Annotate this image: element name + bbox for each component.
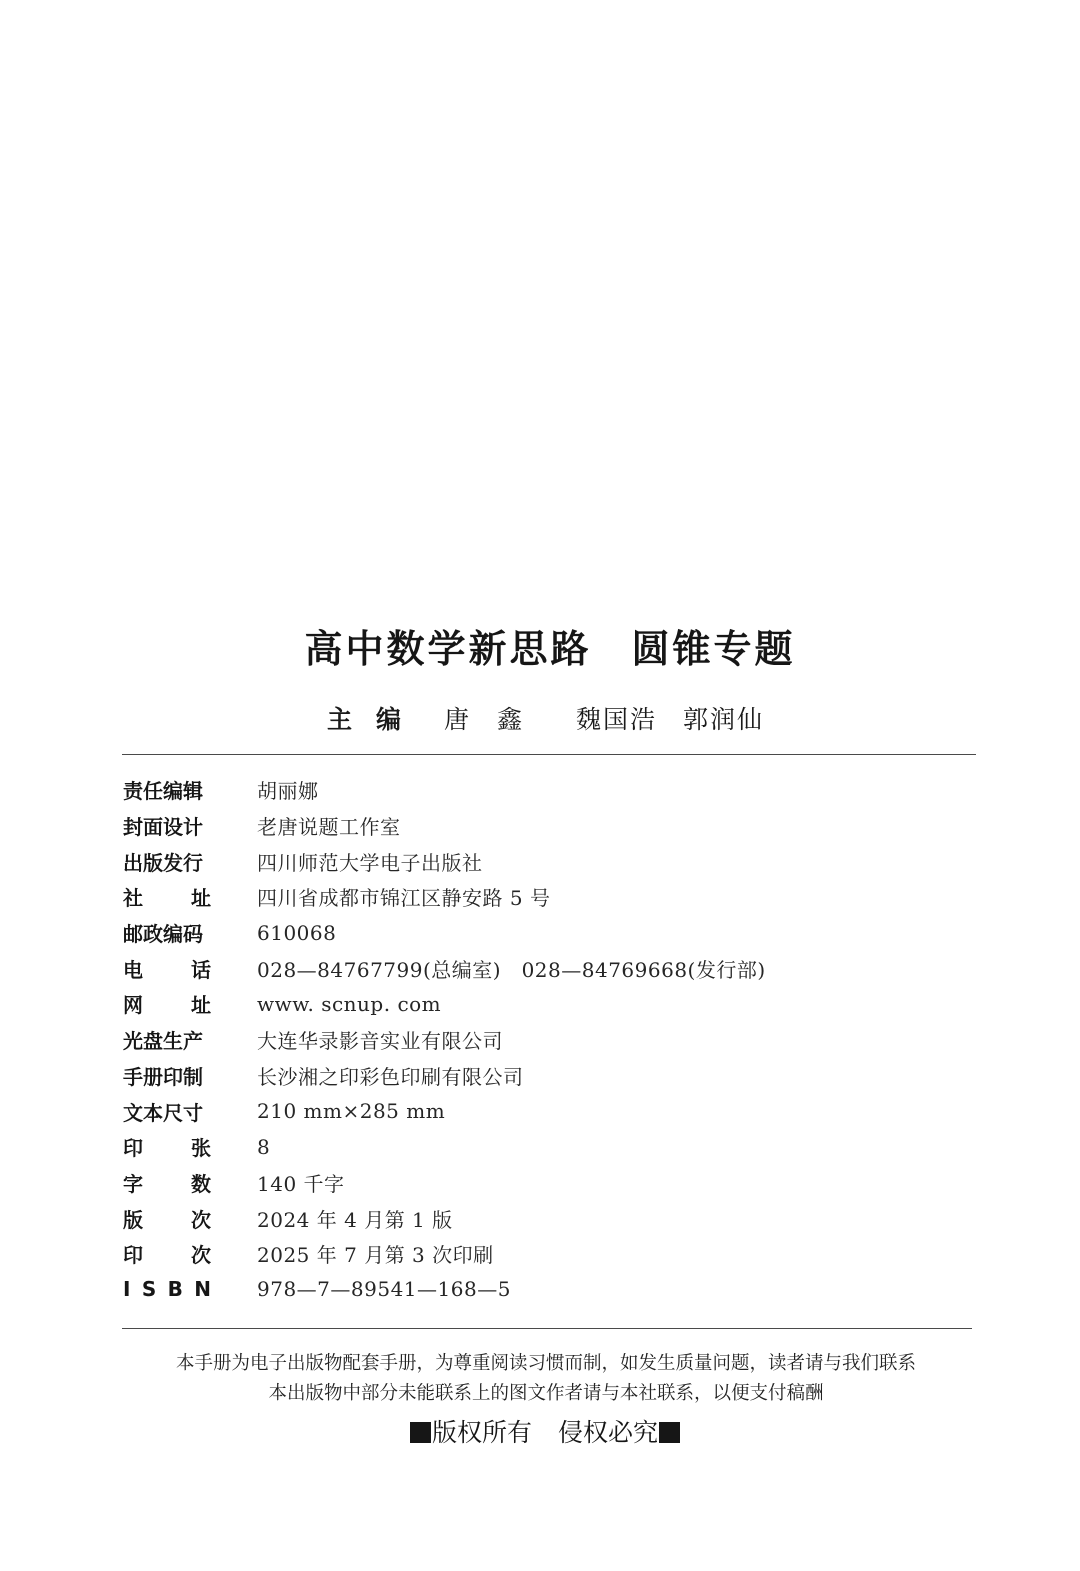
copyright-notice xyxy=(0,1413,1080,1449)
info-label-char: 次 xyxy=(191,1243,211,1268)
publisher-notes xyxy=(0,1349,1080,1409)
black-square-icon xyxy=(659,1422,680,1443)
info-row xyxy=(123,1200,973,1236)
info-value: 8 xyxy=(257,1134,271,1159)
info-label-char: B xyxy=(167,1277,183,1302)
info-label: 邮政编码 xyxy=(123,922,203,947)
info-label-char: 话 xyxy=(191,957,211,982)
black-square-icon xyxy=(410,1422,431,1443)
info-label: 手册印制 xyxy=(123,1064,203,1089)
publication-info-list xyxy=(123,772,973,1307)
info-value: 210 mm×285 mm xyxy=(257,1099,446,1124)
info-label-char: S xyxy=(141,1277,157,1302)
editors-line xyxy=(0,700,1080,736)
book-title xyxy=(0,618,1080,673)
info-row xyxy=(123,879,973,915)
info-label-char: 版 xyxy=(123,1207,143,1232)
info-row xyxy=(123,1272,973,1308)
info-label-char: 电 xyxy=(123,957,143,982)
info-value: 四川省成都市锦江区静安路 5 号 xyxy=(257,886,551,911)
info-row xyxy=(123,808,973,844)
info-label xyxy=(123,1204,211,1233)
note-line: 本出版物中部分未能联系上的图文作者请与本社联系，以便支付稿酬 xyxy=(268,1383,824,1404)
info-label-char: 次 xyxy=(191,1207,211,1232)
info-label: 光盘生产 xyxy=(123,1029,203,1054)
info-label: 封面设计 xyxy=(123,815,203,840)
info-label: 文本尺寸 xyxy=(123,1100,203,1125)
info-row xyxy=(123,950,973,986)
info-value: 2025 年 7 月第 3 次印刷 xyxy=(257,1243,494,1268)
piracy-warning-text: 侵权必究 xyxy=(558,1418,659,1447)
info-value: www. scnup. com xyxy=(257,991,442,1016)
info-row xyxy=(123,1236,973,1272)
info-value: 老唐说题工作室 xyxy=(257,815,401,840)
info-value: 610068 xyxy=(257,920,337,945)
editor-role-label: 主编 xyxy=(327,705,426,734)
book-title-main: 高中数学新思路 xyxy=(304,627,592,671)
info-row xyxy=(123,772,973,808)
copyright-text: 版权所有 xyxy=(431,1418,532,1447)
info-row xyxy=(123,1165,973,1201)
editor-name: 郭润仙 xyxy=(682,705,764,734)
info-label xyxy=(123,1239,211,1268)
info-row xyxy=(123,1022,973,1058)
info-label-char: 网 xyxy=(123,993,143,1018)
info-value: 四川师范大学电子出版社 xyxy=(257,850,483,875)
info-label-char: 印 xyxy=(123,1136,143,1161)
book-title-subtitle: 圆锥专题 xyxy=(631,627,796,671)
info-label-char: N xyxy=(194,1277,211,1302)
info-label: 责任编辑 xyxy=(123,779,203,804)
info-label-char: 字 xyxy=(123,1171,143,1196)
info-row xyxy=(123,1093,973,1129)
top-divider xyxy=(122,754,976,755)
info-label: 出版发行 xyxy=(123,850,203,875)
info-row xyxy=(123,1129,973,1165)
info-value: 028—84767799(总编室) 028—84769668(发行部) xyxy=(257,957,766,982)
info-value: 978—7—89541—168—5 xyxy=(257,1277,511,1302)
editor-name: 魏国浩 xyxy=(575,705,657,734)
info-label-char: 数 xyxy=(191,1171,211,1196)
info-label xyxy=(123,1168,211,1197)
editor-name: 唐鑫 xyxy=(444,705,551,734)
info-label xyxy=(123,882,211,911)
info-label-char: 张 xyxy=(191,1136,211,1161)
info-row xyxy=(123,915,973,951)
info-label-char: 址 xyxy=(191,993,211,1018)
info-label-char: I xyxy=(123,1277,131,1302)
bottom-divider xyxy=(122,1328,972,1329)
info-value: 长沙湘之印彩色印刷有限公司 xyxy=(257,1064,524,1089)
info-value: 大连华录影音实业有限公司 xyxy=(257,1029,503,1054)
info-value: 140 千字 xyxy=(257,1171,345,1196)
info-label-char: 社 xyxy=(123,886,143,911)
info-label xyxy=(123,954,211,983)
note-line: 本手册为电子出版物配套手册，为尊重阅读习惯而制，如发生质量问题，读者请与我们联系 xyxy=(175,1353,916,1374)
info-label xyxy=(123,1277,211,1301)
info-label xyxy=(123,1132,211,1161)
info-row xyxy=(123,986,973,1022)
info-row xyxy=(123,843,973,879)
info-row xyxy=(123,1058,973,1094)
info-value: 胡丽娜 xyxy=(257,779,319,804)
info-value: 2024 年 4 月第 1 版 xyxy=(257,1207,453,1232)
info-label-char: 址 xyxy=(191,886,211,911)
info-label xyxy=(123,989,211,1018)
info-label-char: 印 xyxy=(123,1243,143,1268)
